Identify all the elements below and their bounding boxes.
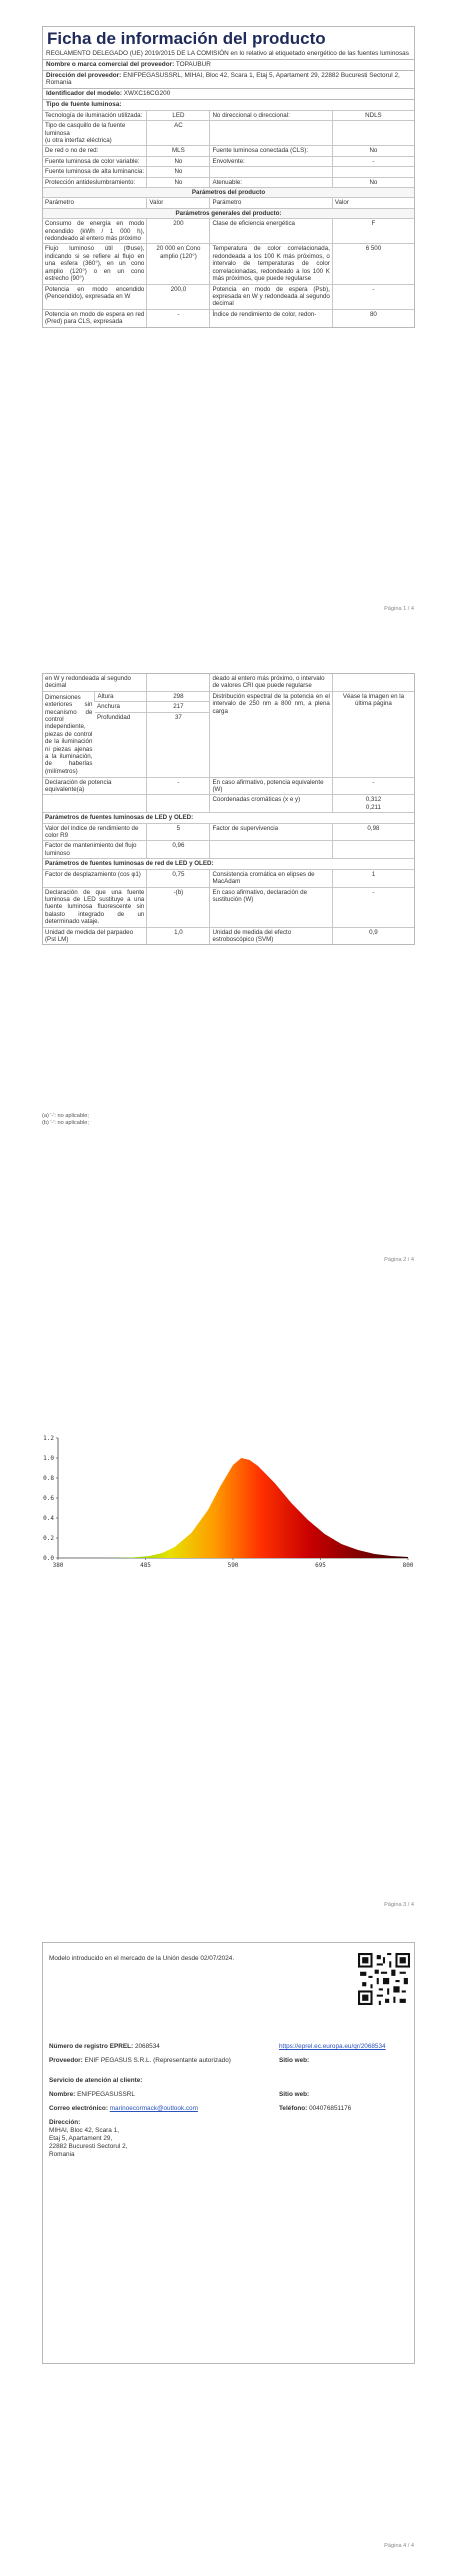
supplier-name: ENIF PEGASUS S.R.L. (Representante autorizado) — [84, 2057, 231, 2064]
type-value: No — [147, 177, 210, 187]
dimension-value: 217 — [147, 702, 210, 712]
param-label: Factor de desplazamiento (cos φ1) — [43, 869, 147, 887]
supplier-trademark-label: Nombre o marca comercial del proveedor: — [46, 60, 175, 68]
page-number: Página 3 / 4 — [384, 1902, 414, 1908]
column-header: Parámetro — [210, 198, 332, 208]
type-value: - — [332, 156, 414, 166]
type-label: De red o no de red: — [43, 146, 147, 156]
address-label: Dirección: — [49, 2119, 81, 2126]
param-value: 0,9 — [332, 927, 414, 944]
param-value: 5 — [147, 823, 210, 841]
type-label: Fuente luminosa de alta luminancia: — [43, 167, 147, 177]
param-label: Índice de rendimiento de color, redon- — [210, 309, 332, 326]
table-row — [43, 219, 414, 244]
type-label: Fuente luminosa de color variable: — [43, 156, 147, 166]
eprel-info-box — [42, 1942, 415, 2364]
table-row — [43, 177, 414, 187]
y-tick-label: 0.8 — [43, 1475, 54, 1482]
param-value: 200 — [147, 219, 210, 244]
section-title: Parámetros generales del producto: — [43, 208, 414, 218]
page-3 — [0, 1290, 452, 1920]
product-parameters-table — [43, 187, 414, 327]
type-label — [210, 121, 332, 146]
address-line: Etaj 5, Apartament 29, — [49, 2135, 113, 2142]
param-label: Consistencia cromática en elipses de MacAdam — [210, 869, 332, 887]
dimensions-label: Dimensiones exteriores sin mecanismo de control independiente, piezas de control de la iluminación ni piezas ajenas a la iluminación, de haberlas (milímetros) — [43, 691, 95, 777]
param-value: - — [147, 309, 210, 326]
type-value: LED — [147, 110, 210, 120]
product-info-sheet-continued — [42, 673, 415, 945]
param-value: 80 — [332, 309, 414, 326]
x-tick-label: 800 — [402, 1562, 414, 1569]
param-label: Declaración de que una fuente luminosa de LED sustituye a una fuente luminosa fluorescente sin balasto integrado de un determinado vataje. — [43, 887, 147, 927]
parameters-table-continued — [43, 674, 414, 944]
param-label: Unidad de medida del parpadeo (Pst LM) — [43, 927, 147, 944]
type-value: No — [332, 177, 414, 187]
y-tick-label: 0.6 — [43, 1495, 54, 1502]
type-label: Envolvente: — [210, 156, 332, 166]
page-number: Página 2 / 4 — [384, 1257, 414, 1263]
dimension-value: 298 — [147, 691, 210, 701]
param-value: 20 000 en Cono amplio (120°) — [147, 244, 210, 284]
type-label: Tipo de casquillo de la fuente luminosa (u otra interfaz eléctrica) — [43, 121, 147, 146]
table-row — [43, 795, 414, 813]
type-value: No — [332, 146, 414, 156]
page-4 — [0, 1925, 452, 2560]
qr-code-icon[interactable] — [358, 1953, 410, 2005]
param-label: Factor de mantenimiento del flujo luminoso — [43, 841, 147, 859]
x-tick-label: 485 — [140, 1562, 151, 1569]
column-header: Parámetro — [43, 198, 147, 208]
type-value: MLS — [147, 146, 210, 156]
dimension-name: Altura — [95, 691, 147, 701]
param-label: Consumo de energía en modo encendido (kWh / 1 000 h), redondeado al entero más próximo — [43, 219, 147, 244]
product-info-sheet — [42, 26, 415, 328]
param-label: Coordenadas cromáticas (x e y) — [210, 795, 332, 813]
table-row — [43, 244, 414, 284]
spectral-power-chart — [38, 1430, 416, 1580]
supplier-trademark: TOPAUBUR — [175, 60, 211, 68]
supplier-address-label: Dirección del proveedor: — [46, 71, 122, 79]
table-row — [43, 777, 414, 795]
type-value: NDLS — [332, 110, 414, 120]
param-label: Valor del índice de rendimiento de color R9 — [43, 823, 147, 841]
eprel-registration-number: 2068534 — [134, 2043, 160, 2050]
spectral-value: Véase la imagen en la última página — [332, 691, 414, 777]
param-value: 6 500 — [332, 244, 414, 284]
page-2 — [0, 645, 452, 1285]
table-row — [43, 284, 414, 309]
page-number: Página 1 / 4 — [384, 606, 414, 612]
table-row — [43, 309, 414, 326]
service-website-label: Sitio web: — [279, 2091, 310, 2098]
table-row — [43, 887, 414, 927]
param-value: 0,98 — [332, 823, 414, 841]
param-value: 200,0 — [147, 284, 210, 309]
param-value: 0,312 0,211 — [332, 795, 414, 813]
param-value: 1,0 — [147, 927, 210, 944]
table-row — [43, 823, 414, 841]
param-value: - — [332, 284, 414, 309]
y-tick-label: 1.0 — [43, 1455, 54, 1462]
param-label: Temperatura de color correlacionada, redondeada a los 100 K más próximos, o intervalo de temperaturas de color correlacionadas, redondeado a los 100 K más próximos, que puede regularse — [210, 244, 332, 284]
regulation-text: REGLAMENTO DELEGADO (UE) 2019/2015 DE LA COMISIÓN en lo relativo al etiquetado energético de las fuentes luminosas — [46, 50, 409, 57]
supplier-label: Proveedor: — [49, 2057, 83, 2064]
param-label: Flujo luminoso útil (Φuse), indicando si se refiere al flujo en una esfera (360°), en un cono amplio (120°) o en un cono estrecho (90°) — [43, 244, 147, 284]
table-row — [43, 146, 414, 156]
param-label: Unidad de medida del efecto estroboscópico (SVM) — [210, 927, 332, 944]
type-label: No direccional o direccional: — [210, 110, 332, 120]
param-label: En caso afirmativo, declaración de sustitución (W) — [210, 887, 332, 927]
type-value: No — [147, 156, 210, 166]
param-value: 1 — [332, 869, 414, 887]
footnote: (b) '-': no aplicable; — [42, 1120, 89, 1126]
page-1 — [0, 0, 452, 620]
phone-number: 004076851176 — [309, 2105, 352, 2112]
supplier-address: ENIFPEGASUSSRL, MIHAI, Bloc 42, Scara 1, Etaj 5, Apartament 29, 22882 Bucuresti Sectorul 2, Romania — [46, 71, 400, 87]
param-value: - — [332, 887, 414, 927]
param-value: - — [147, 777, 210, 795]
y-tick-label: 1.2 — [43, 1435, 54, 1442]
address-line: Romania — [49, 2151, 75, 2158]
customer-service-title: Servicio de atención al cliente: — [49, 2077, 143, 2084]
x-tick-label: 695 — [315, 1562, 326, 1569]
y-axis — [43, 1435, 58, 1562]
column-header: Valor — [332, 198, 414, 208]
email-link[interactable]: marinoecormack@outlook.com — [109, 2105, 198, 2112]
type-value: AC — [147, 121, 210, 146]
model-id-label: Identificador del modelo: — [46, 90, 122, 98]
y-tick-label: 0.0 — [43, 1555, 54, 1562]
footnote: (a) '-': no aplicable; — [42, 1113, 89, 1119]
param-label: Potencia en modo de espera en red (Pred) para CLS, expresada — [43, 309, 147, 326]
param-value: - — [332, 777, 414, 795]
document-title: Ficha de información del producto — [47, 29, 326, 48]
spectral-label: Distribución espectral de la potencia en el intervalo de 250 nm a 800 nm, a plena carga — [210, 691, 332, 777]
table-row — [43, 110, 414, 120]
phone-label: Teléfono: — [279, 2105, 308, 2112]
table-row — [43, 167, 414, 177]
email-label: Correo electrónico: — [49, 2105, 108, 2112]
eprel-link[interactable]: https://eprel.ec.europa.eu/qr/2068534 — [279, 2043, 386, 2050]
supplier-website-label: Sitio web: — [279, 2057, 310, 2064]
light-source-type-table — [43, 110, 414, 187]
table-header — [43, 198, 414, 208]
table-row — [43, 121, 414, 146]
type-value — [332, 167, 414, 177]
param-value: F — [332, 219, 414, 244]
service-name: ENIFPEGASUSSRL — [77, 2091, 135, 2098]
dimension-value: 37 — [147, 712, 210, 777]
param-label: Declaración de potencia equivalente(a) — [43, 777, 147, 795]
model-id: XWXC16CG200 — [123, 90, 171, 98]
param-label: Potencia en modo de espera (Psb), expresada en W y redondeada al segundo decimal — [210, 284, 332, 309]
table-row — [43, 927, 414, 944]
section-title: Parámetros del producto — [43, 188, 414, 198]
param-value: 0,75 — [147, 869, 210, 887]
page-number: Página 4 / 4 — [384, 2543, 414, 2549]
address-line: 22882 Bucuresti Sectorul 2, — [49, 2143, 128, 2150]
param-label: Clase de eficiencia energética — [210, 219, 332, 244]
y-tick-label: 0.4 — [43, 1515, 54, 1522]
type-label: Tecnología de iluminación utilizada: — [43, 110, 147, 120]
param-label: en W y redondeada al segundo decimal — [45, 675, 131, 690]
type-value: No — [147, 167, 210, 177]
column-header: Valor — [147, 198, 210, 208]
section-title: Parámetros de fuentes luminosas de LED y OLED: — [43, 813, 414, 823]
param-value: -(b) — [147, 887, 210, 927]
table-row — [43, 691, 414, 701]
spectral-distribution-area — [58, 1458, 408, 1558]
x-axis — [53, 1558, 414, 1569]
param-value: 0,96 — [147, 841, 210, 859]
param-label: deado al entero más próximo, o intervalo de valores CRI que puede regularse — [210, 674, 332, 691]
param-label: Potencia en modo encendido (Pencendido), expresada en W — [43, 284, 147, 309]
x-tick-label: 380 — [52, 1562, 64, 1569]
service-name-label: Nombre: — [49, 2091, 76, 2098]
light-source-type-label: Tipo de fuente luminosa: — [43, 99, 414, 110]
param-label: En caso afirmativo, potencia equivalente (W) — [210, 777, 332, 795]
table-row — [43, 674, 414, 691]
type-label: Fuente luminosa conectada (CLS): — [210, 146, 332, 156]
eprel-registration-label: Número de registro EPREL: — [49, 2043, 134, 2050]
market-intro: Modelo introducido en el mercado de la Unión desde 02/07/2024. — [49, 1955, 235, 1962]
param-label: Factor de supervivencia — [210, 823, 332, 841]
type-label: Protección antideslumbramiento: — [43, 177, 147, 187]
table-row — [43, 869, 414, 887]
type-label — [210, 167, 332, 177]
footnotes — [42, 1113, 89, 1127]
dimension-name: Profundidad — [95, 712, 147, 777]
type-label: Atenuable: — [210, 177, 332, 187]
type-value — [332, 121, 414, 146]
address-line: MIHAI, Bloc 42, Scara 1, — [49, 2127, 119, 2134]
table-row — [43, 841, 414, 859]
dimension-name: Anchura — [95, 702, 147, 712]
x-tick-label: 590 — [227, 1562, 239, 1569]
y-tick-label: 0.2 — [43, 1535, 54, 1542]
table-row — [43, 156, 414, 166]
section-title: Parámetros de fuentes luminosas de red de LED y OLED: — [43, 859, 414, 869]
